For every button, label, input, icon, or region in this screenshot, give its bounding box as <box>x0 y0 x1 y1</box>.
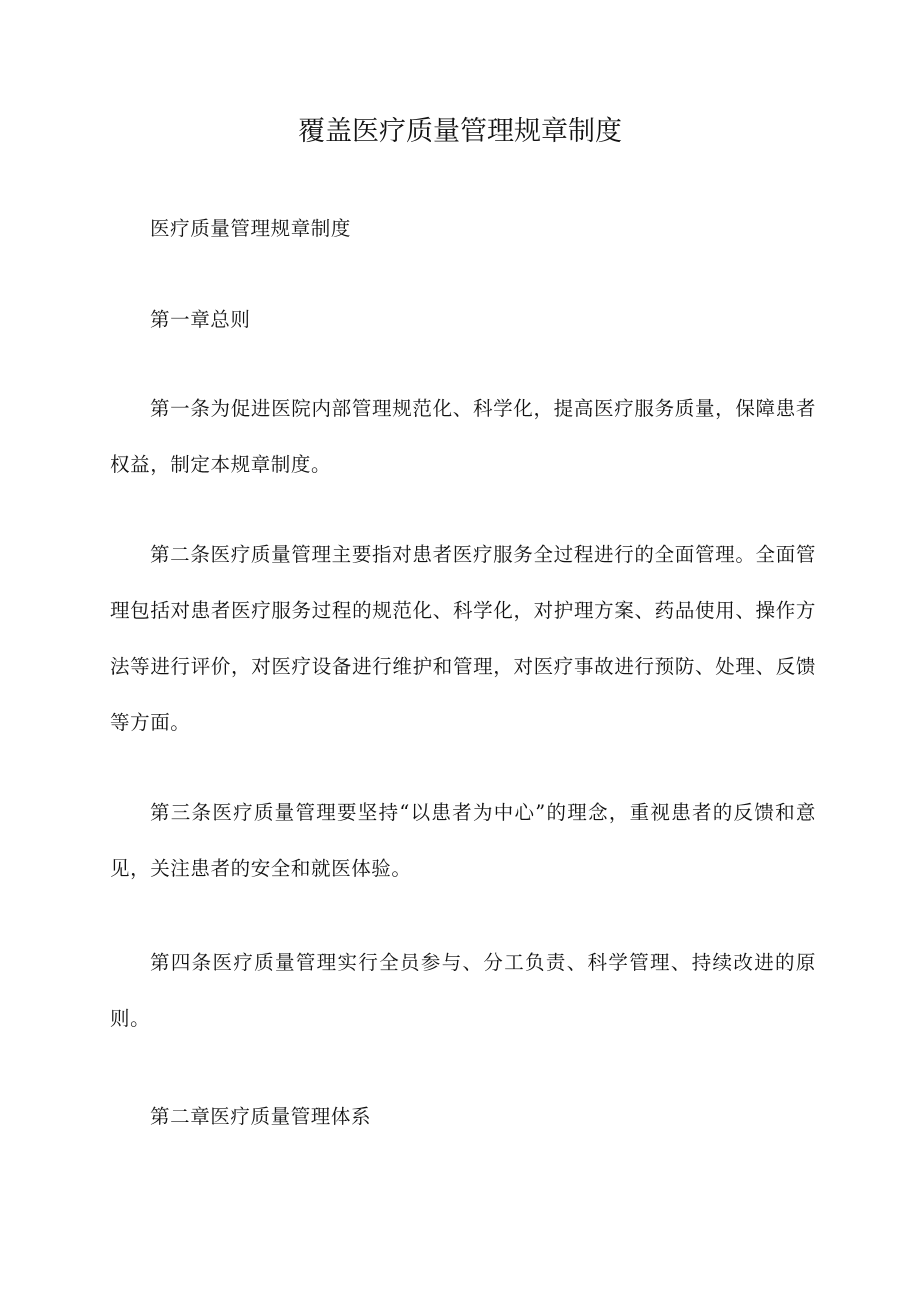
article-2-paragraph: 第二条医疗质量管理主要指对患者医疗服务全过程进行的全面管理。全面管理包括对患者医疗服务过程的规范化、科学化，对护理方案、药品使用、操作方法等进行评价，对医疗设备进行维护和管理，对医疗事故进行预防、处理、反馈等方面。 <box>110 543 816 734</box>
document-subtitle: 医疗质量管理规章制度 <box>150 217 352 240</box>
article-1-paragraph: 第一条为促进医院内部管理规范化、科学化，提高医疗服务质量，保障患者权益，制定本规章制度。 <box>110 397 816 476</box>
chapter-1-heading: 第一章总则 <box>150 308 251 331</box>
chapter-2-heading: 第二章医疗质量管理体系 <box>150 1105 372 1128</box>
article-4-paragraph: 第四条医疗质量管理实行全员参与、分工负责、科学管理、持续改进的原则。 <box>110 951 816 1030</box>
article-3-paragraph: 第三条医疗质量管理要坚持“以患者为中心”的理念，重视患者的反馈和意见，关注患者的安全和就医体验。 <box>110 801 816 880</box>
document-title: 覆盖医疗质量管理规章制度 <box>298 116 622 147</box>
